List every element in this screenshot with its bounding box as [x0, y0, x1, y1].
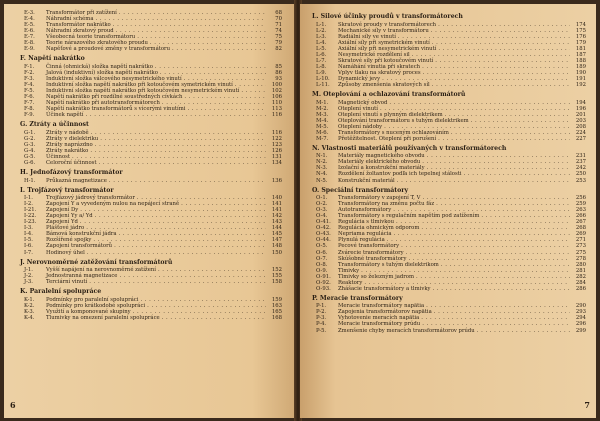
toc-entry-page: 208	[575, 123, 586, 130]
toc-entry-title: Jalová (induktivní) složka napětí nakrátko	[46, 69, 158, 76]
toc-entry-code: M-4.	[316, 117, 329, 124]
toc-entry-code: L-6.	[316, 51, 327, 58]
toc-entry-title: Rozšířené spojky	[46, 237, 92, 244]
toc-entry-title: Transformátory na změnu počtu fáz	[338, 201, 435, 208]
toc-entry-title: Napěťové a proudové změny v transformátoru	[46, 46, 170, 53]
toc-entry-title: Zhášacie transformátory a tlmivky	[338, 285, 431, 292]
toc-entry-title: Induktivní složka válcového nesymetrického vinutí	[46, 75, 182, 82]
toc-entry-code: G-5.	[24, 153, 36, 160]
toc-entry-code: K-2.	[24, 302, 35, 309]
toc-entry-page: 201	[575, 111, 586, 118]
toc-entry-title: Pecové transformátory	[338, 243, 400, 250]
toc-entry-code: L-8.	[316, 63, 327, 70]
toc-entry-page: 194	[575, 99, 586, 106]
toc-entry-page: 71	[275, 22, 282, 29]
toc-entry-title: Způsoby zmenšenia skratových síl	[338, 81, 430, 88]
toc-entry	[20, 46, 282, 52]
toc-entry-page: 179	[575, 39, 586, 46]
toc-entry	[312, 136, 586, 142]
toc-entry-page: 299	[575, 327, 586, 334]
toc-entry-code: G-6.	[24, 159, 36, 166]
left-page-number: 6	[10, 400, 16, 410]
toc-entry-page: 75	[275, 34, 282, 41]
toc-entry-title: Ztráty v dielektriku	[46, 135, 99, 142]
toc-entry-title: Reaktory	[338, 279, 363, 286]
toc-entry-code: O-3.	[316, 207, 328, 214]
left-page	[4, 4, 296, 418]
toc-entry-page: 123	[271, 141, 282, 148]
toc-entry-code: K-1.	[24, 296, 35, 303]
toc-entry-page: 192	[575, 81, 586, 88]
toc-entry-page: 110	[271, 100, 282, 107]
toc-entry-page: 152	[271, 267, 282, 274]
toc-entry-code: I-23.	[24, 219, 37, 226]
toc-entry-code: G-4.	[24, 147, 36, 154]
toc-entry-code: P-5.	[316, 327, 327, 334]
dot-leader	[85, 112, 266, 118]
toc-entry-code: I-21.	[24, 207, 37, 214]
toc-entry-code: I-4.	[24, 231, 33, 238]
toc-entry-page: 196	[575, 105, 586, 112]
toc-entry-code: I-7.	[24, 249, 33, 256]
toc-entry-code: E-3.	[24, 10, 35, 16]
toc-entry-title: Teorie nárazového zkratového proudu	[46, 40, 148, 47]
toc-entry-code: O-2.	[316, 201, 328, 208]
toc-entry-page: 175	[575, 27, 586, 34]
toc-entry-page: 282	[575, 273, 586, 280]
toc-entry-page: 273	[575, 243, 586, 250]
dot-leader	[477, 328, 570, 334]
dot-leader	[87, 250, 266, 256]
toc-entry-page: 168	[271, 314, 282, 321]
toc-entry-title: Materiály magnetického obvodu	[338, 153, 425, 160]
toc-entry	[20, 178, 282, 184]
toc-entry-page: 267	[575, 219, 586, 226]
toc-entry-page: 284	[575, 279, 586, 286]
toc-entry-code: O-43.	[316, 231, 331, 238]
toc-entry-title: Axiální síly při symetrickém vinutí	[338, 39, 430, 46]
dot-leader	[433, 286, 570, 292]
toc-entry-page: 191	[575, 75, 586, 82]
toc-entry-title: Skratové proudy v transformátorech	[338, 21, 437, 28]
toc-entry-page: 147	[271, 237, 282, 244]
toc-entry-page: 271	[575, 237, 586, 244]
section-heading: F. Napětí nakrátko	[20, 55, 85, 63]
toc-entry	[20, 112, 282, 118]
toc-entry-code: P-4.	[316, 321, 327, 328]
toc-entry-page: 237	[575, 159, 586, 166]
toc-entry-page: 188	[575, 57, 586, 64]
toc-entry-code: I-22.	[24, 213, 37, 220]
toc-entry-title: Bámová konstrukční jádra	[46, 231, 117, 238]
toc-entry-title: Rozdělení žoltantov podľa ich tepelnej stálosti	[338, 171, 462, 178]
left-toc-column	[20, 10, 282, 321]
toc-entry-page: 286	[575, 285, 586, 292]
toc-entry-page: 155	[271, 273, 282, 280]
toc-entry-code: F-8.	[24, 106, 35, 113]
toc-entry-title: Dynamický jevy	[338, 75, 381, 82]
dot-leader	[98, 160, 266, 166]
toc-entry-title: Autotransformátory	[338, 207, 392, 214]
toc-entry-title: Konstrukční materiál	[338, 177, 395, 184]
dot-leader	[438, 136, 570, 142]
toc-entry-title: Magnetický obvod	[338, 99, 388, 106]
toc-entry-code: F-7.	[24, 100, 35, 107]
toc-entry-code: I-3.	[24, 225, 33, 232]
toc-entry-page: 70	[275, 16, 282, 23]
toc-entry-title: Napětí nakrátko při autotransformátorech	[46, 100, 160, 107]
toc-entry-page: 253	[575, 177, 586, 184]
toc-entry-code: E-8.	[24, 40, 35, 47]
toc-entry-title: Zapojení transformátorů	[46, 243, 113, 250]
toc-entry-title: Hodinový úhel	[46, 249, 85, 256]
toc-entry-title: Průkazná magnetizace	[46, 177, 107, 184]
toc-entry-title: Ztráty nakrátko	[46, 147, 89, 154]
toc-entry-page: 113	[271, 106, 282, 113]
toc-entry-title: Oteplení vinutí s plynným dielektrikem	[338, 111, 443, 118]
toc-entry-page: 122	[271, 135, 282, 142]
toc-entry-code: J-3.	[24, 279, 33, 286]
toc-entry-title: Zvárecie transformátory	[338, 249, 404, 256]
toc-entry-page: 163	[271, 302, 282, 309]
toc-entry-code: O-92.	[316, 279, 331, 286]
toc-entry-title: Transformátor nakrátko	[46, 22, 111, 29]
toc-entry-title: Ztráty naprázdno	[46, 141, 93, 148]
toc-entry-page: 231	[575, 153, 586, 160]
toc-entry-page: 189	[575, 63, 586, 70]
toc-entry-code: O-44.	[316, 237, 331, 244]
toc-entry-code: J-1.	[24, 267, 33, 274]
toc-entry-code: L-7.	[316, 57, 327, 64]
toc-entry-page: 102	[271, 88, 282, 95]
toc-entry-page: 68	[275, 10, 282, 16]
toc-entry-page: 203	[575, 117, 586, 124]
toc-entry-title: Trojfázový jádrový transformátor	[46, 195, 135, 202]
section-heading: O. Speciální transformátory	[312, 186, 409, 194]
toc-entry-code: G-2.	[24, 135, 36, 142]
toc-entry	[312, 286, 586, 292]
section-heading: G. Ztráty a účinnost	[20, 121, 89, 129]
toc-entry-title: Účinek napětí	[46, 112, 84, 119]
toc-entry-title: Využití a komponované skupiny	[46, 308, 131, 315]
toc-entry-code: N-3.	[316, 165, 328, 172]
toc-entry-code: O-93.	[316, 285, 331, 292]
right-page-number: 7	[584, 400, 590, 410]
toc-entry-title: Jednostranná magnetizace	[46, 273, 118, 280]
dot-leader	[89, 279, 266, 285]
toc-entry-code: I-6.	[24, 243, 33, 250]
toc-entry-page: 224	[575, 129, 586, 136]
toc-entry-code: L-3.	[316, 33, 327, 40]
toc-entry	[20, 250, 282, 256]
toc-entry-title: Ztráty v nádobě	[46, 129, 89, 136]
toc-entry-title: Vyhotovenie meracích napätia	[338, 315, 420, 322]
toc-entry-page: 174	[575, 21, 586, 28]
section-heading: P. Meracie transformátory	[312, 294, 403, 302]
right-toc-column	[312, 10, 586, 334]
toc-entry-code: E-4.	[24, 16, 35, 23]
toc-entry-page: 141	[271, 201, 282, 208]
toc-entry-title: Izolační a konstrukční materiály	[338, 165, 425, 172]
toc-entry-page: 263	[575, 207, 586, 214]
toc-entry-code: L-4.	[316, 39, 327, 46]
toc-entry-code: I-1.	[24, 195, 33, 202]
toc-entry-title: Účinnost	[46, 153, 70, 160]
toc-entry-page: 116	[271, 129, 282, 136]
toc-entry-page: 144	[271, 225, 282, 232]
toc-entry-page: 176	[575, 33, 586, 40]
toc-entry-code: N-1.	[316, 153, 328, 160]
toc-entry-page: 143	[271, 219, 282, 226]
toc-entry-page: 140	[271, 195, 282, 202]
toc-entry-code: O-41.	[316, 219, 331, 226]
toc-entry-code: K-3.	[24, 308, 35, 315]
toc-entry-title: Celoroční účinnost	[46, 159, 97, 166]
toc-entry-page: 269	[575, 231, 586, 238]
toc-entry-page: 290	[575, 303, 586, 310]
toc-entry-page: 159	[271, 296, 282, 303]
toc-entry	[312, 82, 586, 88]
toc-entry-title: Napětí nakrátko při rozdílné soustředných cívkách	[46, 94, 183, 101]
toc-entry-code: G-3.	[24, 141, 36, 148]
toc-entry-code: O-91.	[316, 273, 331, 280]
toc-entry-page: 100	[271, 81, 282, 88]
toc-entry-code: J-2.	[24, 273, 33, 280]
toc-entry-code: M-2.	[316, 105, 329, 112]
toc-entry-code: O-7.	[316, 255, 328, 262]
toc-entry	[312, 328, 586, 334]
toc-entry-title: Meracie transformátory prúdu	[338, 321, 421, 328]
toc-entry-title: Skúšobné transformátory	[338, 255, 407, 262]
toc-entry-page: 268	[575, 225, 586, 232]
toc-entry-page: 165	[271, 308, 282, 315]
toc-entry	[20, 160, 282, 166]
toc-entry-code: I-2.	[24, 201, 33, 208]
toc-entry-page: 259	[575, 201, 586, 208]
toc-entry-code: M-5.	[316, 123, 329, 130]
toc-entry-title: Induktivní složka napětí nakrátko při kotoučovém symetrickém vinutí	[46, 81, 233, 88]
toc-entry-title: Materiály elektrického obvodu	[338, 159, 421, 166]
toc-entry-title: Tlumivky na omezení paralelní spolupráce	[46, 314, 160, 321]
toc-entry-page: 150	[271, 249, 282, 256]
toc-entry-page: 158	[271, 279, 282, 286]
toc-entry-title: Meracie transformátory napätia	[338, 303, 425, 310]
toc-entry-title: Transformátory s regulačním napětím pod zatížením	[338, 213, 480, 220]
toc-entry-code: F-6.	[24, 94, 35, 101]
toc-entry-title: Vplyv tlaku na skratový proces	[338, 69, 421, 76]
section-heading: N. Vlastnosti materiálů používaných v transformátorech	[312, 144, 507, 152]
toc-entry-title: Nesymetrické rozdělení sil	[338, 51, 410, 58]
toc-entry-code: P-2.	[316, 309, 327, 316]
toc-entry-page: 148	[271, 243, 282, 250]
dot-leader	[397, 178, 570, 184]
toc-entry-code: F-5.	[24, 88, 35, 95]
toc-entry-code: L-10.	[316, 75, 330, 82]
toc-entry-title: Oteplení nádoby	[338, 123, 383, 130]
toc-entry-code: L-9.	[316, 69, 327, 76]
toc-entry-code: H-1.	[24, 177, 36, 184]
toc-entry-code: O-42.	[316, 225, 331, 232]
toc-entry-title: Činná (ohmická) složka napětí nakrátko	[46, 63, 153, 70]
toc-entry-page: 250	[575, 171, 586, 178]
toc-entry-code: N-2.	[316, 159, 328, 166]
dot-leader	[432, 82, 570, 88]
toc-entry-page: 242	[575, 165, 586, 172]
toc-entry-title: Induktivní složka napětí nakrátko při kotoučovém nesymetrickém vinutí	[46, 88, 240, 95]
toc-entry-code: F-1.	[24, 63, 35, 70]
toc-entry-page: 181	[575, 45, 586, 52]
toc-entry-code: E-7.	[24, 34, 35, 41]
toc-entry-code: P-1.	[316, 303, 327, 310]
toc-entry-title: Mechanické síly v transformátoru	[338, 27, 429, 34]
toc-entry-title: Podmínky pro krátkodobé spolupráci	[46, 302, 146, 309]
toc-entry-title: Axiální síly při nesymetrickém vinutí	[338, 45, 437, 52]
toc-entry-page: 82	[275, 46, 282, 53]
toc-entry-page: 145	[271, 231, 282, 238]
toc-entry-page: 142	[271, 213, 282, 220]
toc-entry-code: I-5.	[24, 237, 33, 244]
toc-entry-title: Tlmivky	[338, 267, 360, 274]
toc-entry-page: 296	[575, 321, 586, 328]
toc-entry-page: 85	[275, 63, 282, 70]
toc-entry-title: Skratové síly při kotoučovém vinutí	[338, 57, 434, 64]
toc-entry-page: 141	[271, 207, 282, 214]
toc-entry-title: Transformátor při zatížení	[46, 10, 117, 16]
toc-entry-title: Zapojení Yd	[46, 219, 78, 226]
toc-entry-code: M-1.	[316, 99, 329, 106]
toc-entry-title: Regulácia s tlmivkou	[338, 219, 395, 226]
toc-entry-page: 278	[575, 255, 586, 262]
toc-entry-page: 280	[575, 261, 586, 268]
toc-entry-page: 79	[275, 40, 282, 47]
toc-entry-code: E-6.	[24, 28, 35, 35]
toc-entry	[20, 315, 282, 321]
toc-entry-page: 126	[271, 147, 282, 154]
toc-entry-code: L-1.	[316, 21, 327, 28]
toc-entry-title: Zapojení Y a vyvedeným nulou na nepájecí straně	[46, 201, 180, 208]
section-heading: K. Paralelní spolupráce	[20, 288, 102, 296]
toc-entry-title: Zapojení Dy	[46, 207, 79, 214]
toc-entry-code: O-1.	[316, 195, 328, 202]
toc-entry-code: O-6.	[316, 249, 328, 256]
toc-entry-title: Zapojenia transformátorov napätia	[338, 309, 432, 316]
toc-entry-page: 281	[575, 267, 586, 274]
toc-entry-page: 136	[271, 177, 282, 184]
toc-entry-code: F-3.	[24, 75, 35, 82]
section-heading: J. Nerovnoměrné zatěžování transformátorů	[20, 258, 173, 266]
toc-entry-title: Podmínky pro paralelní spolupráci	[46, 296, 139, 303]
toc-entry-code: O-9.	[316, 267, 328, 274]
toc-entry-title: Transformátory v zapojení T, V	[338, 195, 421, 202]
section-heading: H. Jednofázový transformátor	[20, 169, 123, 177]
toc-entry-page: 227	[575, 135, 586, 142]
toc-entry-code: O-5.	[316, 243, 328, 250]
dot-leader	[172, 46, 266, 52]
toc-entry-title: Regulácia ohmickým odporom	[338, 225, 420, 232]
toc-entry-code: E-5.	[24, 22, 35, 29]
toc-entry-page: 293	[575, 309, 586, 316]
toc-entry-title: Tlmivky so železným jadrom	[338, 273, 415, 280]
toc-entry-page: 116	[271, 112, 282, 119]
toc-entry-page: 86	[275, 69, 282, 76]
toc-entry-title: Radiální síly ve vinutí	[338, 33, 396, 40]
toc-entry-page: 275	[575, 249, 586, 256]
toc-entry-title: Namáhání vinutia při skratech	[338, 63, 421, 70]
toc-entry-code: N-4.	[316, 171, 328, 178]
toc-entry-title: Terciární vinutí	[46, 279, 88, 286]
toc-entry-page: 190	[575, 69, 586, 76]
toc-entry-code: F-4.	[24, 81, 35, 88]
toc-entry-page: 256	[575, 195, 586, 202]
toc-entry-page: 106	[271, 94, 282, 101]
toc-entry-title: Plášťové jádro	[46, 225, 85, 232]
toc-entry-code: L-5.	[316, 45, 327, 52]
toc-entry-title: Transformátory s nuceným ochlazováním	[338, 129, 449, 136]
toc-entry-page: 93	[275, 75, 282, 82]
dot-leader	[162, 315, 266, 321]
toc-entry-title: Vyšší napájení na nerovnoměrné zatížení	[46, 267, 156, 274]
section-heading: M. Oteplování a ochlazování transformátorů	[312, 91, 466, 99]
dot-leader	[109, 178, 266, 184]
toc-entry-code: F-2.	[24, 69, 35, 76]
toc-entry-code: N-5.	[316, 177, 328, 184]
toc-entry-code: M-6.	[316, 129, 329, 136]
toc-entry-page: 131	[271, 153, 282, 160]
toc-entry-page: 74	[275, 28, 282, 35]
toc-entry-title: Nepriama regulácia	[338, 231, 392, 238]
toc-entry-code: O-4.	[316, 213, 328, 220]
toc-entry-title: Oteplování transformátoru s tuhým dielektrikem	[338, 117, 469, 124]
toc-entry-title: Náhradní schéma	[46, 16, 94, 23]
toc-entry-page: 266	[575, 213, 586, 220]
toc-entry	[20, 279, 282, 285]
toc-entry-code: K-4.	[24, 314, 35, 321]
toc-entry-page: 134	[271, 159, 282, 166]
toc-entry-code: M-3.	[316, 111, 329, 118]
toc-entry-code: E-9.	[24, 46, 35, 53]
toc-entry-code: L-2.	[316, 27, 327, 34]
toc-entry	[312, 178, 586, 184]
toc-entry-code: L-11.	[316, 81, 330, 88]
toc-entry-code: M-7.	[316, 135, 329, 142]
toc-entry-title: Napětí nakrátko transformátorů s vícerými vinutími	[46, 106, 186, 113]
toc-entry-title: Náhradní zkratový proud	[46, 28, 114, 35]
toc-entry-title: Zmenšenie chyby meracích transformátorov prúdu	[338, 327, 475, 334]
toc-entry-code: P-3.	[316, 315, 327, 322]
toc-entry-code: F-9.	[24, 112, 35, 119]
section-heading: L. Silové účinky proudů v transformátorech	[312, 13, 463, 20]
toc-entry-page: 187	[575, 51, 586, 58]
toc-entry-title: Transformátory s tuhým dielektrikom	[338, 261, 439, 268]
toc-entry-title: Přetěžitelnost. Oteplení při porušení	[338, 135, 437, 142]
section-heading: I. Trojfázový transformátor	[20, 186, 114, 194]
toc-entry-title: Zapojení Yy a/ Yd	[46, 213, 93, 220]
toc-entry-page: 294	[575, 315, 586, 322]
toc-entry-title: Plynulá regulácia	[338, 237, 385, 244]
toc-entry-title: Všeobecná teorie transformátoru	[46, 34, 136, 41]
right-page	[300, 4, 596, 418]
toc-entry-code: O-8.	[316, 261, 328, 268]
toc-entry-code: G-1.	[24, 129, 36, 136]
toc-entry-title: Oteplení vinutí	[338, 105, 378, 112]
